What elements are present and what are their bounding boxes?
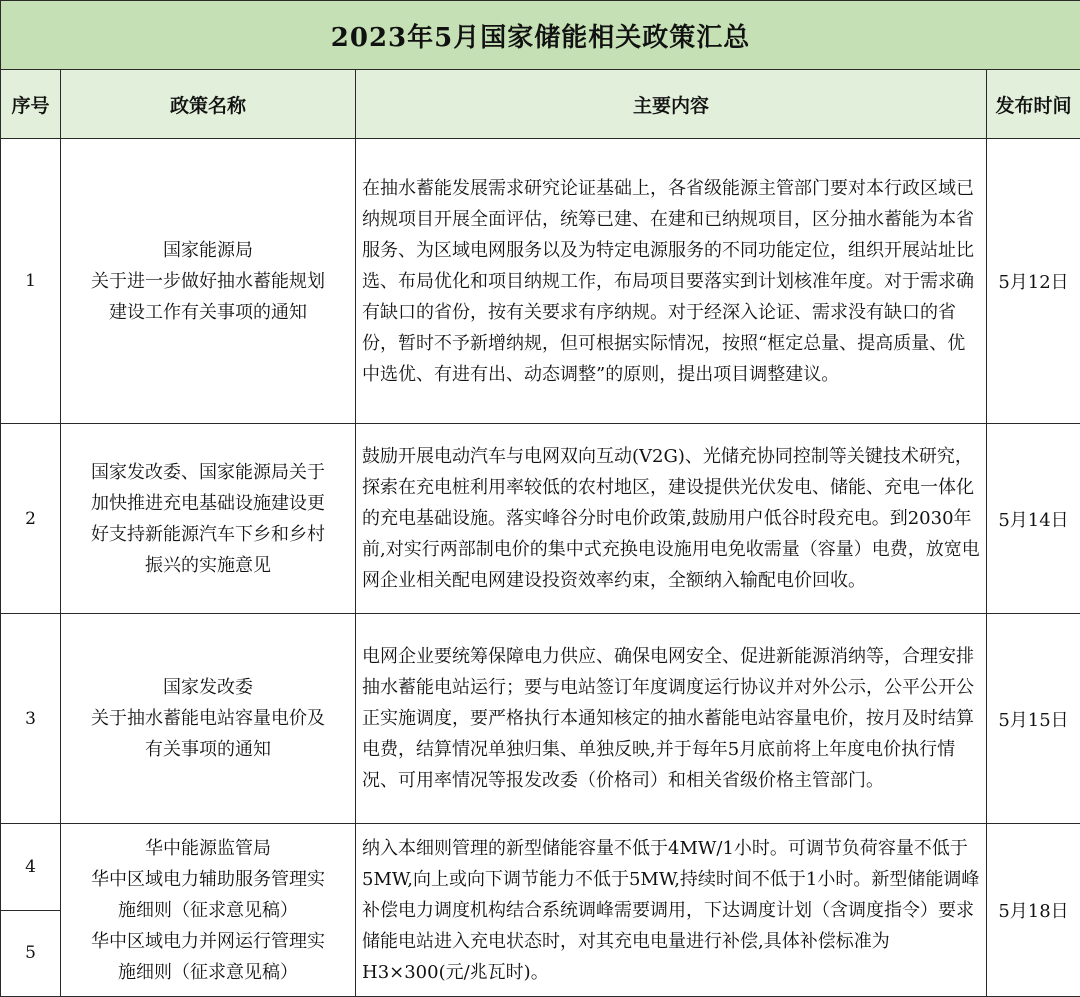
policy-name-line: 华中区域电力并网运行管理实 [69, 926, 347, 957]
policy-name-line: 施细则（征求意见稿） [69, 957, 347, 988]
header-idx: 序号 [1, 70, 61, 139]
table-row [1, 824, 1080, 997]
policy-name-line: 施细则（征求意见稿） [69, 895, 347, 926]
header-row [1, 70, 1080, 139]
table-row [1, 424, 1080, 614]
publish-date: 5月12日 [987, 139, 1080, 424]
row-idx: 2 [1, 424, 61, 614]
policy-name [61, 824, 356, 997]
row-idx: 4 [1, 824, 60, 911]
header-content: 主要内容 [356, 70, 987, 139]
policy-name-line: 加快推进充电基础设施建设更 [69, 488, 347, 519]
row-idx: 5 [1, 911, 60, 997]
policy-name-line: 有关事项的通知 [69, 734, 347, 765]
split-idx-container [1, 824, 60, 996]
header-date: 发布时间 [987, 70, 1080, 139]
policy-name-line: 国家发改委、国家能源局关于 [69, 457, 347, 488]
policy-content: 纳入本细则管理的新型储能容量不低于4MW/1小时。可调节负荷容量不低于5MW,向上或向下调节能力不低于5MW,持续时间不低于1小时。新型储能调峰补偿电力调度机构结合系统调峰需要调用，下达调度计划（含调度指令）要求储能电站进入充电状态时，对其充电电量进行补偿,具体补偿标准为H3×300(元/兆瓦时)。 [356, 824, 987, 997]
policy-name [61, 139, 356, 424]
policy-name-line: 华中能源监管局 [69, 833, 347, 864]
policy-name-line: 好支持新能源汽车下乡和乡村 [69, 519, 347, 550]
policy-name-line: 国家能源局 [69, 235, 347, 266]
policy-name-line: 振兴的实施意见 [69, 550, 347, 581]
header-name: 政策名称 [61, 70, 356, 139]
policy-content: 在抽水蓄能发展需求研究论证基础上，各省级能源主管部门要对本行政区域已纳规项目开展全面评估，统筹已建、在建和已纳规项目，区分抽水蓄能为本省服务、为区域电网服务以及为特定电源服务的不同功能定位，组织开展站址比选、布局优化和项目纳规工作，布局项目要落实到计划核准年度。对于需求确有缺口的省份，按有关要求有序纳规。对于经深入论证、需求没有缺口的省份，暂时不予新增纳规，但可根据实际情况，按照“框定总量、提高质量、优中选优、有进有出、动态调整”的原则，提出项目调整建议。 [356, 139, 987, 424]
publish-date: 5月15日 [987, 614, 1080, 824]
row-idx: 3 [1, 614, 61, 824]
publish-date: 5月14日 [987, 424, 1080, 614]
row-idx-split [1, 824, 61, 997]
policy-name-line: 华中区域电力辅助服务管理实 [69, 864, 347, 895]
policy-name [61, 614, 356, 824]
table-row [1, 614, 1080, 824]
table-title: 2023年5月国家储能相关政策汇总 [1, 1, 1080, 70]
publish-date: 5月18日 [987, 824, 1080, 997]
policy-name-line: 建设工作有关事项的通知 [69, 297, 347, 328]
policy-content: 鼓励开展电动汽车与电网双向互动(V2G)、光储充协同控制等关键技术研究，探索在充电桩利用率较低的农村地区，建设提供光伏发电、储能、充电一体化的充电基础设施。落实峰谷分时电价政策,鼓励用户低谷时段充电。到2030年前,对实行两部制电价的集中式充换电设施用电免收需量（容量）电费，放宽电网企业相关配电网建设投资效率约束，全额纳入输配电价回收。 [356, 424, 987, 614]
policy-name-line: 关于进一步做好抽水蓄能规划 [69, 266, 347, 297]
policy-name [61, 424, 356, 614]
title-row [1, 1, 1080, 70]
policy-name-line: 关于抽水蓄能电站容量电价及 [69, 703, 347, 734]
table-row [1, 139, 1080, 424]
row-idx: 1 [1, 139, 61, 424]
policy-content: 电网企业要统筹保障电力供应、确保电网安全、促进新能源消纳等，合理安排抽水蓄能电站运行；要与电站签订年度调度运行协议并对外公示，公平公开公正实施调度，要严格执行本通知核定的抽水蓄能电站容量电价，按月及时结算电费，结算情况单独归集、单独反映,并于每年5月底前将上年度电价执行情况、可用率情况等报发改委（价格司）和相关省级价格主管部门。 [356, 614, 987, 824]
policy-name-line: 国家发改委 [69, 672, 347, 703]
